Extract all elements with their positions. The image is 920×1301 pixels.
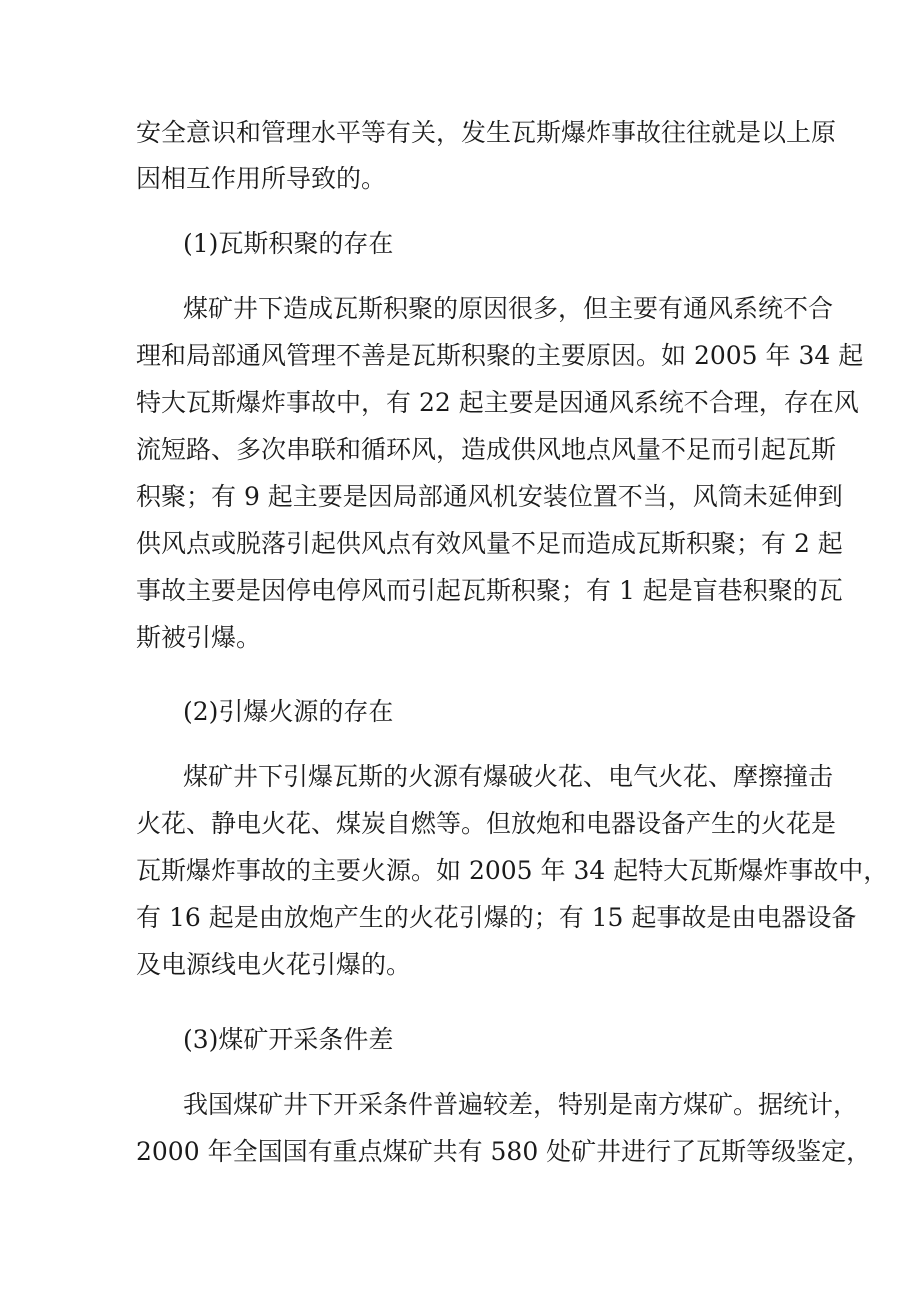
- paragraph-line: 及电源线电火花引爆的。: [136, 950, 412, 979]
- paragraph-line: 煤矿井下造成瓦斯积聚的原因很多，但主要有通风系统不合: [183, 294, 834, 323]
- paragraph-line: 供风点或脱落引起供风点有效风量不足而造成瓦斯积聚；有 2 起: [136, 529, 843, 558]
- paragraph-line: 瓦斯爆炸事故的主要火源。如 2005 年 34 起特大瓦斯爆炸事故中，: [136, 856, 889, 885]
- paragraph-line: 因相互作用所导致的。: [136, 164, 387, 193]
- section-heading-2: (2)引爆火源的存在: [183, 697, 394, 726]
- section-heading-3: (3)煤矿开采条件差: [183, 1025, 394, 1054]
- section-heading-1: (1)瓦斯积聚的存在: [183, 229, 394, 258]
- paragraph-line: 火花、静电火花、煤炭自燃等。但放炮和电器设备产生的火花是: [136, 809, 837, 838]
- paragraph-line: 斯被引爆。: [136, 623, 262, 652]
- paragraph-line: 有 16 起是由放炮产生的火花引爆的；有 15 起事故是由电器设备: [136, 903, 857, 932]
- paragraph-line: 特大瓦斯爆炸事故中，有 22 起主要是因通风系统不合理，存在风: [136, 388, 859, 417]
- paragraph-line: 积聚；有 9 起主要是因局部通风机安装位置不当，风筒未延伸到: [136, 482, 843, 511]
- paragraph-line: 理和局部通风管理不善是瓦斯积聚的主要原因。如 2005 年 34 起: [136, 341, 864, 370]
- paragraph-line: 流短路、多次串联和循环风，造成供风地点风量不足而引起瓦斯: [136, 435, 837, 464]
- paragraph-line: 事故主要是因停电停风而引起瓦斯积聚；有 1 起是盲巷积聚的瓦: [136, 576, 843, 605]
- paragraph-line: 我国煤矿井下开采条件普遍较差，特别是南方煤矿。据统计，: [183, 1090, 859, 1119]
- paragraph-line: 安全意识和管理水平等有关，发生瓦斯爆炸事故往往就是以上原: [136, 118, 837, 147]
- paragraph-line: 煤矿井下引爆瓦斯的火源有爆破火花、电气火花、摩擦撞击: [183, 762, 834, 791]
- paragraph-line: 2000 年全国国有重点煤矿共有 580 处矿井进行了瓦斯等级鉴定，: [136, 1137, 872, 1166]
